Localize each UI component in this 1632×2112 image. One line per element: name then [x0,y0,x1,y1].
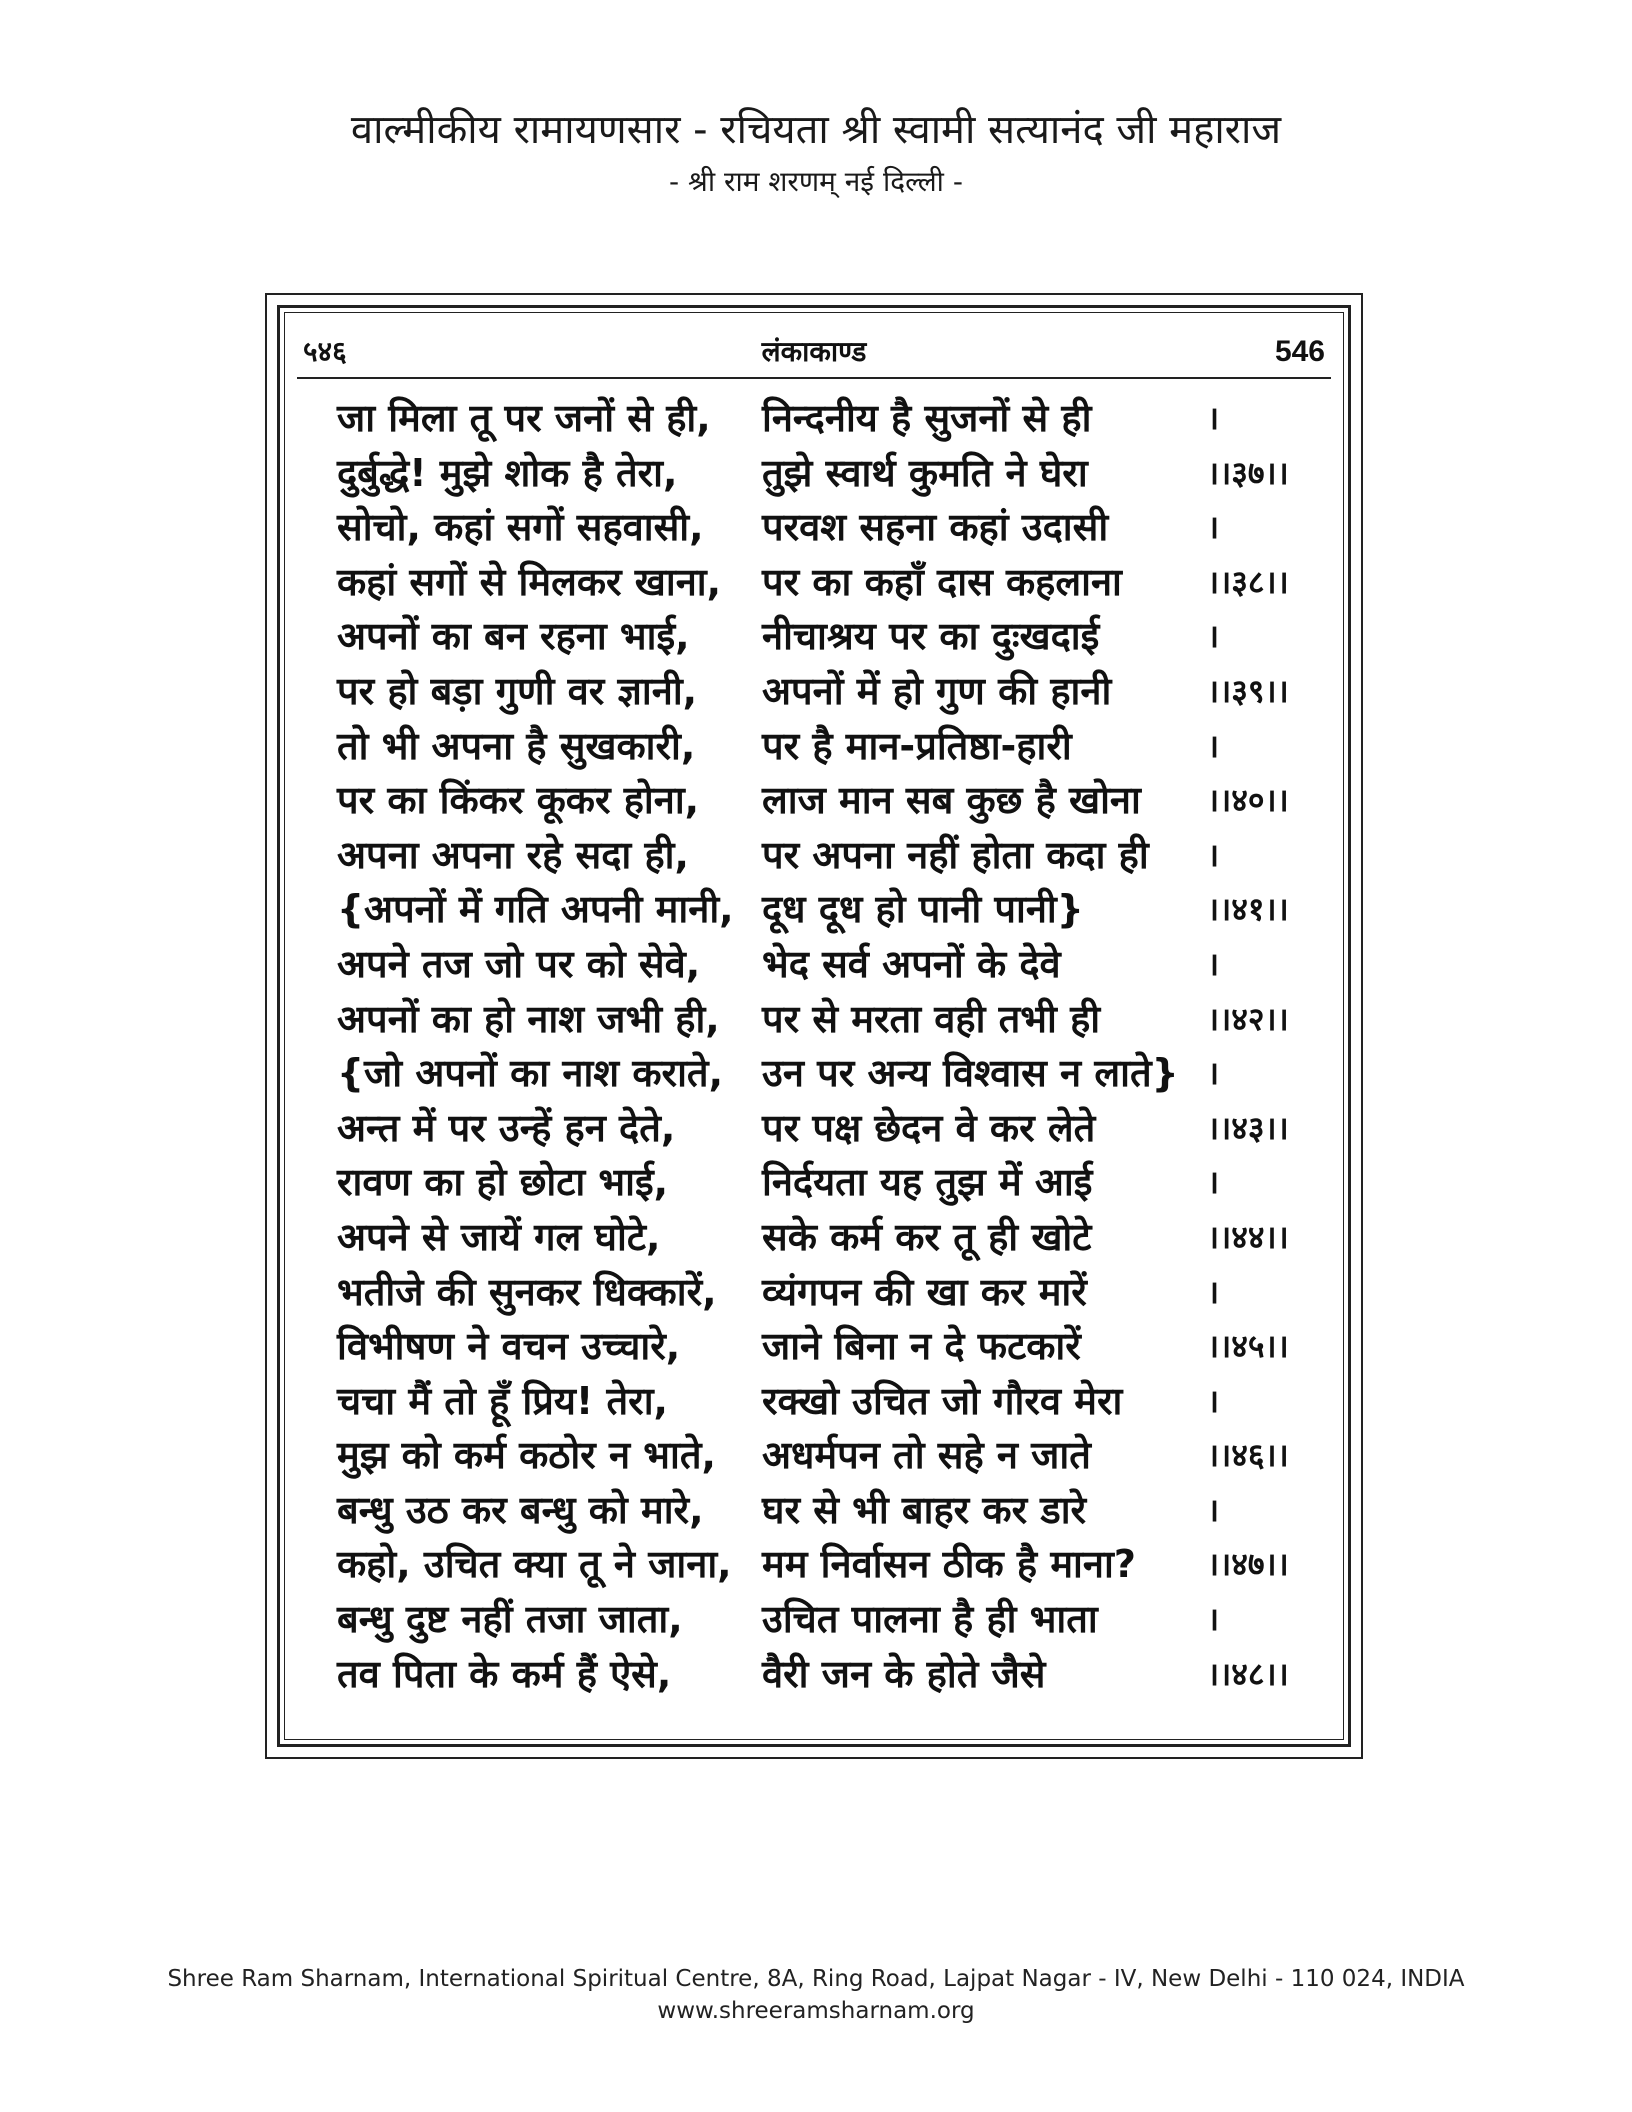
verse-line [317,1592,1321,1647]
verse-number: ।।४८।। [1207,1654,1289,1693]
verse-first-half: बन्धु उठ कर बन्धु को मारे, [337,1487,704,1532]
verse-first-half: पर का किंकर कूकर होना, [337,778,700,823]
verse-number: । [1207,617,1220,656]
verse-number: ।।४२।। [1207,999,1289,1038]
verse-second-half: व्यंगपन की खा कर मारें [762,1269,1087,1314]
verse-second-half: रक्खो उचित जो गौरव मेरा [762,1378,1123,1423]
verse-second-half: उचित पालना है ही भाता [762,1597,1098,1642]
verse-line [317,609,1321,664]
verse-line [317,773,1321,828]
verse-number: ।।३९।। [1207,671,1289,710]
verse-number: ।।४६।। [1207,1436,1289,1475]
verse-first-half: अपनों का हो नाश जभी ही, [337,996,720,1041]
verse-number: । [1207,835,1220,874]
verse-number: । [1207,944,1220,983]
verse-second-half: नीचाश्रय पर का दुःखदाई [762,614,1100,659]
verse-line [317,882,1321,937]
verse-line [317,391,1321,446]
verse-line [317,1647,1321,1702]
verse-line [317,1265,1321,1320]
verse-second-half: पर अपना नहीं होता कदा ही [762,832,1149,877]
verse-number: ।।४७।। [1207,1545,1289,1584]
verse-second-half: मम निर्वासन ठीक है माना? [762,1542,1136,1587]
verse-second-half: पर पक्ष छेदन वे कर लेते [762,1105,1096,1150]
verse-line [317,1483,1321,1538]
verse-second-half: तुझे स्वार्थ कुमति ने घेरा [762,450,1088,495]
verse-second-half: जाने बिना न दे फटकारें [762,1324,1081,1369]
verse-second-half: अधर्मपन तो सहे न जाते [762,1433,1091,1478]
verse-second-half: पर का कहाँ दास कहलाना [762,559,1122,604]
verse-line [317,500,1321,555]
verse-second-half: सके कर्म कर तू ही खोटे [762,1214,1092,1259]
verse-line [317,1428,1321,1483]
verse-first-half: अपना अपना रहे सदा ही, [337,832,689,877]
verse-line [317,1210,1321,1265]
verse-number: । [1207,1600,1220,1639]
verse-second-half: उन पर अन्य विश्वास न लाते} [762,1051,1179,1096]
verse-first-half: विभीषण ने वचन उच्चारे, [337,1324,681,1369]
verse-line [317,992,1321,1047]
verse-second-half: घर से भी बाहर कर डारे [762,1487,1087,1532]
verse-first-half: चचा मैं तो हूँ प्रिय! तेरा, [337,1378,668,1423]
verse-second-half: निर्दयता यह तुझ में आई [762,1160,1093,1205]
verse-number: । [1207,508,1220,547]
verse-number: ।।४५।। [1207,1327,1289,1366]
verse-first-half: {अपनों में गति अपनी मानी, [337,887,734,932]
page-number: 546 [1274,335,1325,368]
verse-first-half: रावण का हो छोटा भाई, [337,1160,669,1205]
verse-first-half: अपने से जायें गल घोटे, [337,1214,661,1259]
verse-number: । [1207,1054,1220,1093]
verse-number: । [1207,726,1220,765]
verse-number: ।।४३।। [1207,1108,1289,1147]
verse-second-half: पर से मरता वही तभी ही [762,996,1101,1041]
page-content-box [284,312,1344,1740]
verse-first-half: अन्त में पर उन्हें हन देते, [337,1105,676,1150]
verse-list [317,391,1321,1701]
verse-second-half: पर है मान-प्रतिष्ठा-हारी [762,723,1072,768]
page-frame-border [277,305,1351,1747]
verse-number: ।।४४।। [1207,1217,1289,1256]
verse-line [317,1319,1321,1374]
verse-first-half: बन्धु दुष्ट नहीं तजा जाता, [337,1597,683,1642]
verse-second-half: वैरी जन के होते जैसे [762,1651,1046,1696]
verse-line [317,1537,1321,1592]
verse-first-half: पर हो बड़ा गुणी वर ज्ञानी, [337,668,698,713]
verse-number: ।।४१।। [1207,890,1289,929]
footer-address: Shree Ram Sharnam, International Spiritual Centre, 8A, Ring Road, Lajpat Nagar - IV, New Delhi - 110 024, INDIA [167,1966,1465,1992]
verse-line [317,555,1321,610]
verse-line [317,446,1321,501]
verse-number: । [1207,1272,1220,1311]
verse-line [317,1374,1321,1429]
verse-first-half: सोचो, कहां सगों सहवासी, [337,505,704,550]
verse-second-half: परवश सहना कहां उदासी [762,505,1109,550]
verse-number: । [1207,1163,1220,1202]
verse-first-half: भतीजे की सुनकर धिक्कारें, [337,1269,717,1314]
verse-number: ।।३७।। [1207,453,1289,492]
verse-second-half: भेद सर्व अपनों के देवे [762,941,1061,986]
verse-first-half: तो भी अपना है सुखकारी, [337,723,696,768]
verse-line [317,664,1321,719]
page-number-devanagari: ५४६ [303,335,347,368]
document-subtitle: - श्री राम शरणम् नई दिल्ली - [669,165,963,198]
verse-line [317,1155,1321,1210]
verse-second-half: दूध दूध हो पानी पानी} [762,887,1084,932]
verse-line [317,937,1321,992]
verse-first-half: अपने तज जो पर को सेवे, [337,941,701,986]
page-frame [265,293,1363,1759]
verse-line [317,719,1321,774]
verse-first-half: कहां सगों से मिलकर खाना, [337,559,722,604]
verse-number: ।।४०।। [1207,781,1289,820]
verse-number: । [1207,399,1220,437]
verse-first-half: मुझ को कर्म कठोर न भाते, [337,1433,716,1478]
verse-first-half: अपनों का बन रहना भाई, [337,614,690,659]
footer-website: www.shreeramsharnam.org [657,1998,975,2024]
verse-second-half: निन्दनीय है सुजनों से ही [762,396,1092,440]
verse-second-half: लाज मान सब कुछ है खोना [762,778,1141,823]
verse-first-half: दुर्बुद्धे! मुझे शोक है तेरा, [337,450,678,495]
verse-first-half: कहो, उचित क्या तू ने जाना, [337,1542,732,1587]
section-title: लंकाकाण्ड [761,335,867,368]
verse-number: ।।३८।। [1207,562,1289,601]
verse-line [317,828,1321,883]
page-header [297,327,1331,379]
verse-first-half: {जो अपनों का नाश कराते, [337,1051,724,1096]
verse-second-half: अपनों में हो गुण की हानी [762,668,1112,713]
verse-line [317,1101,1321,1156]
verse-first-half: तव पिता के कर्म हैं ऐसे, [337,1651,672,1696]
verse-line [317,1046,1321,1101]
verse-number: । [1207,1490,1220,1529]
document-title: वाल्मीकीय रामायणसार - रचियता श्री स्वामी सत्यानंद जी महाराज [350,107,1282,153]
verse-number: । [1207,1381,1220,1420]
verse-first-half: जा मिला तू पर जनों से ही, [337,396,711,440]
